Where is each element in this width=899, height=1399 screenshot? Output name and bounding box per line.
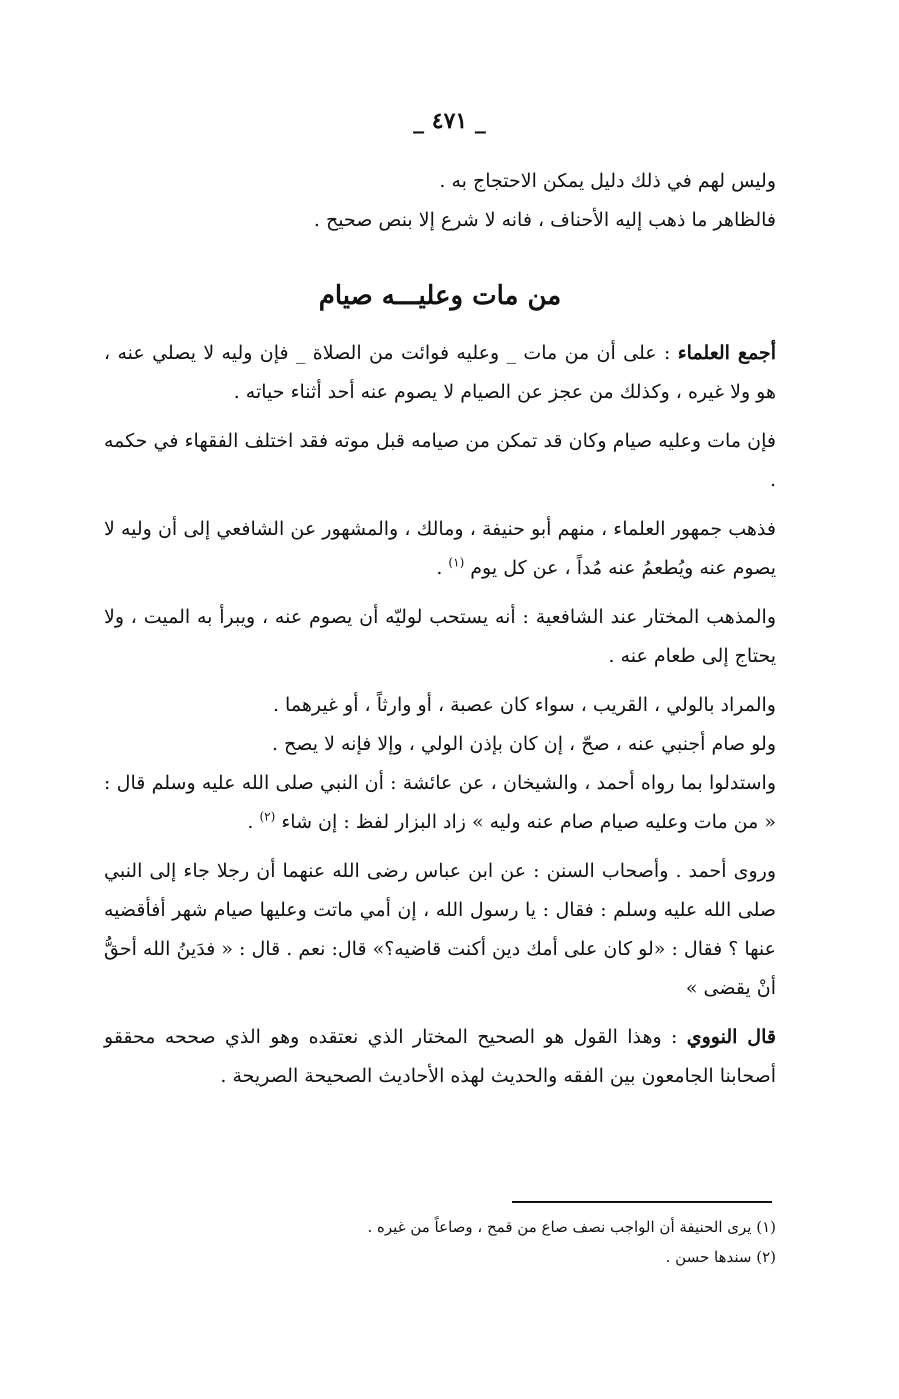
paragraph-nawawi	[104, 1018, 776, 1096]
footnote-ref-1: (١)	[448, 555, 465, 570]
paragraph-majority	[104, 510, 776, 588]
paragraph-shafii: والمذهب المختار عند الشافعية : أنه يستحب لوليّه أن يصوم عنه ، ويبرأ به الميت ، ولا يحتاج إلى طعام عنه .	[104, 606, 776, 667]
footnote-1: (١) يرى الحنيفة أن الواجب نصف صاع من قمح ، وصاعاً من غيره .	[367, 1218, 776, 1236]
intro-line-2: فالظاهر ما ذهب إليه الأحناف ، فانه لا شرع إلا بنص صحيح .	[313, 209, 776, 231]
paragraph-ibn-abbas: وروى أحمد . وأصحاب السنن : عن ابن عباس رضى الله عنهما أن رجلا جاء إلى النبي صلى الله عليه وسلم : فقال : يا رسول الله ، إن أمي ماتت وعليها صيام شهر أفأقضيه عنها ؟ فقال : «لو كان على أمك دين أكنت قاضيه؟» قال: نعم . قال : « فدَينُ الله أحقُّ أنْ يقضى »	[104, 860, 776, 999]
paragraph-majority-text: فذهب جمهور العلماء ، منهم أبو حنيفة ، ومالك ، والمشهور عن الشافعي إلى أن وليه لا يصوم عنه ويُطعمُ عنه مُداً ، عن كل يوم	[104, 518, 776, 579]
paragraph-disagreement: فإن مات وعليه صيام وكان قد تمكن من صيامه قبل موته فقد اختلف الفقهاء في حكمه .	[104, 430, 776, 491]
intro-block	[104, 162, 776, 240]
body-text	[104, 334, 776, 1106]
paragraph-wali: والمراد بالولي ، القريب ، سواء كان عصبة ، أو وارثاً ، أو غيرهما .	[272, 694, 776, 716]
paragraph-nawawi-text: : وهذا القول هو الصحيح المختار الذي نعتقده وهو الذي صححه محققو أصحابنا الجامعون بين الفقه والحديث لهذه الأحاديث الصحيحة الصريحة .	[104, 1026, 776, 1087]
paragraph-consensus	[104, 334, 776, 412]
paragraph-majority-end: .	[436, 557, 449, 579]
paragraph-evidence-text: واستدلوا بما رواه أحمد ، والشيخان ، عن عائشة : أن النبي صلى الله عليه وسلم قال : « من مات وعليه صيام صام عنه وليه » زاد البزار لفظ : إن شاء	[104, 772, 776, 833]
lead-ijma: أجمع العلماء	[677, 342, 776, 364]
paragraph-stranger: ولو صام أجنبي عنه ، صحّ ، إن كان بإذن الولي ، وإلا فإنه لا يصح .	[271, 733, 776, 755]
intro-line-1: وليس لهم في ذلك دليل يمكن الاحتجاج به .	[439, 170, 776, 192]
footnotes	[104, 1212, 776, 1272]
lead-nawawi: قال النووي	[686, 1026, 776, 1048]
footnote-ref-2: (٢)	[259, 809, 276, 824]
footnote-2: (٢) سندها حسن .	[665, 1248, 776, 1266]
paragraph-evidence	[104, 764, 776, 842]
page-number: _ ٤٧١ _	[413, 108, 486, 134]
paragraph-evidence-end: .	[247, 811, 260, 833]
section-heading: من مات وعليـــه صيام	[318, 281, 562, 311]
footnote-divider	[512, 1201, 772, 1203]
paragraph-consensus-text: : على أن من مات _ وعليه فوائت من الصلاة _ فإن وليه لا يصلي عنه ، هو ولا غيره ، وكذلك من عجز عن الصيام لا يصوم عنه أحد أثناء حياته .	[104, 342, 776, 403]
